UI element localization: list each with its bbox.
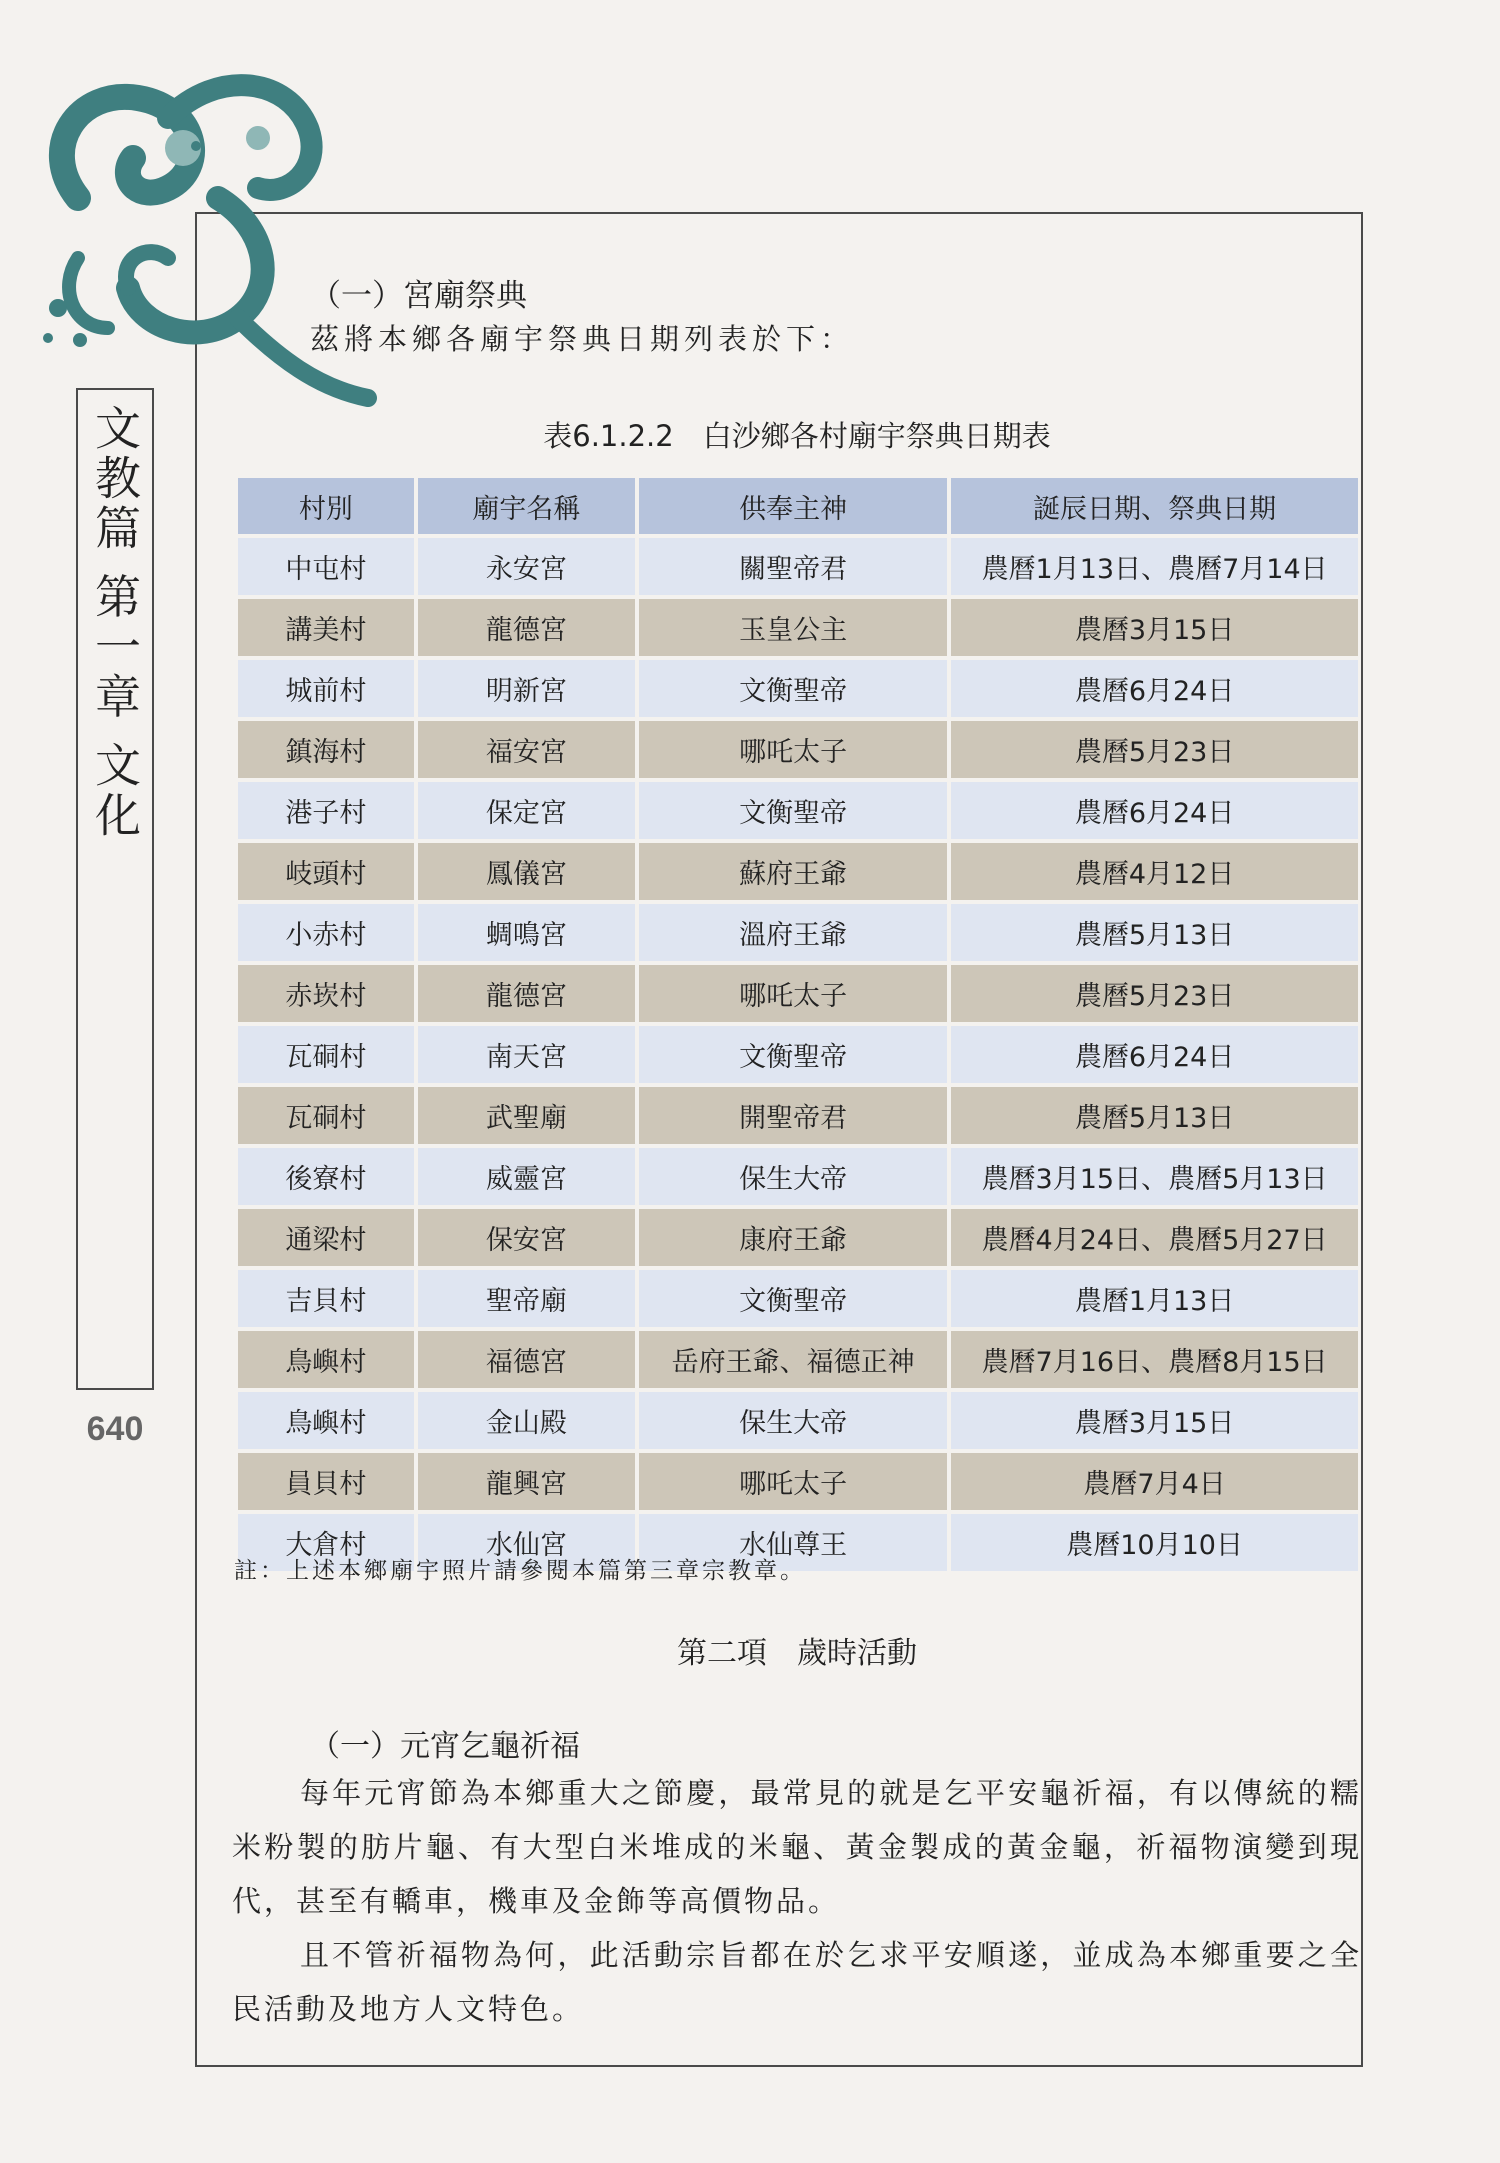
cell-dates: 農曆5月13日	[951, 904, 1358, 961]
chapter-sidebar	[76, 388, 154, 1390]
cell-temple: 龍德宮	[418, 599, 635, 656]
cell-temple: 龍德宮	[418, 965, 635, 1022]
cell-deity: 玉皇公主	[639, 599, 947, 656]
table-row	[238, 965, 1358, 1022]
cell-dates: 農曆4月24日、農曆5月27日	[951, 1209, 1358, 1266]
cell-deity: 文衡聖帝	[639, 1270, 947, 1327]
table-row	[238, 538, 1358, 595]
cell-dates: 農曆1月13日	[951, 1270, 1358, 1327]
cell-deity: 水仙尊王	[639, 1514, 947, 1571]
item-heading: （一）元宵乞龜祈福	[310, 1729, 580, 1764]
header-dates: 誕辰日期、祭典日期	[951, 478, 1358, 534]
section-heading: （一）宮廟祭典	[310, 278, 527, 314]
cell-dates: 農曆5月23日	[951, 965, 1358, 1022]
cell-village: 員貝村	[238, 1453, 414, 1510]
temple-festival-table	[234, 474, 1362, 1575]
table-caption: 表6.1.2.2 白沙鄉各村廟宇祭典日期表	[543, 419, 1051, 453]
cell-dates: 農曆7月16日、農曆8月15日	[951, 1331, 1358, 1388]
cell-temple: 永安宮	[418, 538, 635, 595]
cell-village: 大倉村	[238, 1514, 414, 1571]
cell-village: 瓦硐村	[238, 1087, 414, 1144]
table-row	[238, 1453, 1358, 1510]
table-row	[238, 1209, 1358, 1266]
cell-dates: 農曆6月24日	[951, 782, 1358, 839]
cell-dates: 農曆5月23日	[951, 721, 1358, 778]
cell-village: 港子村	[238, 782, 414, 839]
cell-temple: 金山殿	[418, 1392, 635, 1449]
table-body	[238, 538, 1358, 1571]
cell-temple: 蜩鳴宮	[418, 904, 635, 961]
cell-deity: 哪吒太子	[639, 1453, 947, 1510]
section-intro: 茲將本鄉各廟宇祭典日期列表於下：	[310, 322, 855, 356]
table-row	[238, 782, 1358, 839]
table-row	[238, 1087, 1358, 1144]
table-row	[238, 1148, 1358, 1205]
table-note: 註：上述本鄉廟宇照片請參閱本篇第三章宗教章。	[234, 1558, 806, 1584]
cell-village: 赤崁村	[238, 965, 414, 1022]
cell-deity: 文衡聖帝	[639, 660, 947, 717]
table-row	[238, 1026, 1358, 1083]
subsection-title: 第二項 歲時活動	[677, 1636, 917, 1671]
cell-deity: 文衡聖帝	[639, 1026, 947, 1083]
table-row	[238, 599, 1358, 656]
cell-deity: 溫府王爺	[639, 904, 947, 961]
cell-temple: 鳳儀宮	[418, 843, 635, 900]
cell-village: 城前村	[238, 660, 414, 717]
cell-deity: 哪吒太子	[639, 965, 947, 1022]
cell-village: 鎮海村	[238, 721, 414, 778]
cell-deity: 文衡聖帝	[639, 782, 947, 839]
cell-dates: 農曆3月15日	[951, 599, 1358, 656]
paragraph: 且不管祈福物為何，此活動宗旨都在於乞求平安順遂，並成為本鄉重要之全民活動及地方人文特色。	[232, 1938, 1362, 2026]
cell-deity: 開聖帝君	[639, 1087, 947, 1144]
cell-dates: 農曆7月4日	[951, 1453, 1358, 1510]
header-deity: 供奉主神	[639, 478, 947, 534]
header-village: 村別	[238, 478, 414, 534]
table-row	[238, 904, 1358, 961]
cell-village: 通梁村	[238, 1209, 414, 1266]
table-header-row	[238, 478, 1358, 534]
cell-village: 後寮村	[238, 1148, 414, 1205]
table-row	[238, 721, 1358, 778]
table-row	[238, 660, 1358, 717]
cell-dates: 農曆1月13日、農曆7月14日	[951, 538, 1358, 595]
chapter-title: 文教篇 第一章 文化	[88, 404, 142, 842]
header-temple: 廟宇名稱	[418, 478, 635, 534]
cell-dates: 農曆6月24日	[951, 660, 1358, 717]
cell-village: 講美村	[238, 599, 414, 656]
cell-deity: 保生大帝	[639, 1392, 947, 1449]
cell-temple: 福安宮	[418, 721, 635, 778]
cell-dates: 農曆4月12日	[951, 843, 1358, 900]
cell-village: 鳥嶼村	[238, 1331, 414, 1388]
page-number: 640	[86, 1410, 144, 1448]
cell-village: 中屯村	[238, 538, 414, 595]
dragon-ornament-icon	[18, 28, 378, 448]
table-row	[238, 843, 1358, 900]
cell-village: 瓦硐村	[238, 1026, 414, 1083]
table-row	[238, 1331, 1358, 1388]
cell-deity: 關聖帝君	[639, 538, 947, 595]
cell-deity: 康府王爺	[639, 1209, 947, 1266]
cell-temple: 水仙宮	[418, 1514, 635, 1571]
cell-village: 岐頭村	[238, 843, 414, 900]
cell-temple: 保定宮	[418, 782, 635, 839]
table-row	[238, 1270, 1358, 1327]
cell-dates: 農曆5月13日	[951, 1087, 1358, 1144]
cell-temple: 保安宮	[418, 1209, 635, 1266]
cell-temple: 福德宮	[418, 1331, 635, 1388]
cell-deity: 蘇府王爺	[639, 843, 947, 900]
cell-dates: 農曆6月24日	[951, 1026, 1358, 1083]
cell-temple: 武聖廟	[418, 1087, 635, 1144]
cell-village: 小赤村	[238, 904, 414, 961]
cell-temple: 龍興宮	[418, 1453, 635, 1510]
cell-temple: 南天宮	[418, 1026, 635, 1083]
cell-dates: 農曆3月15日、農曆5月13日	[951, 1148, 1358, 1205]
cell-temple: 聖帝廟	[418, 1270, 635, 1327]
cell-dates: 農曆3月15日	[951, 1392, 1358, 1449]
cell-temple: 明新宮	[418, 660, 635, 717]
cell-deity: 保生大帝	[639, 1148, 947, 1205]
cell-village: 吉貝村	[238, 1270, 414, 1327]
cell-dates: 農曆10月10日	[951, 1514, 1358, 1571]
cell-village: 鳥嶼村	[238, 1392, 414, 1449]
table-row	[238, 1392, 1358, 1449]
cell-deity: 岳府王爺、福德正神	[639, 1331, 947, 1388]
paragraph: 每年元宵節為本鄉重大之節慶，最常見的就是乞平安龜祈福，有以傳統的糯米粉製的肪片龜、有大型白米堆成的米龜、黃金製成的黃金龜，祈福物演變到現代，甚至有轎車，機車及金飾等高價物品。	[232, 1776, 1362, 1918]
cell-temple: 威靈宮	[418, 1148, 635, 1205]
cell-deity: 哪吒太子	[639, 721, 947, 778]
